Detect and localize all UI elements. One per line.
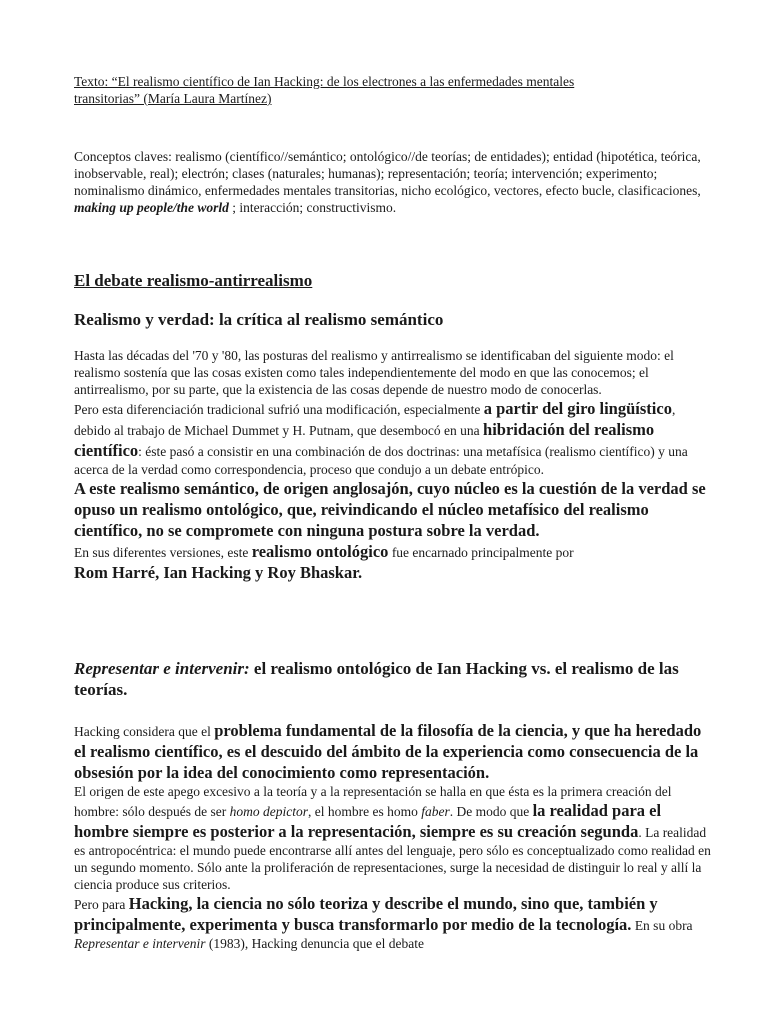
section-1-heading — [74, 270, 714, 291]
emphasis-run: a partir del giro lingüístico — [483, 399, 672, 418]
emphasis-run: la realidad para el hombre siempre es posterior a la representación, siempre es su creación segunda — [74, 801, 662, 841]
text-run: Pero esta diferenciación tradicional sufrió una modificación, especialmente — [74, 402, 484, 417]
text-reference — [74, 73, 714, 107]
italic-run: Representar e intervenir — [74, 936, 206, 951]
text-run: Hacking considera que el — [74, 724, 215, 739]
paragraph — [74, 720, 714, 783]
section-2-body — [74, 720, 714, 952]
reference-line-1: Texto: “El realismo científico de Ian Hacking: de los electrones a las enfermedades mentales — [74, 74, 575, 89]
section-title: El debate realismo-antirrealismo — [74, 271, 313, 290]
section-1-body — [74, 347, 714, 583]
emphasis-run: hibridación del realismo científico — [74, 420, 655, 460]
paragraph: A este realismo semántico, de origen anglosajón, cuyo núcleo es la cuestión de la verdad se opuso un realismo ontológico, que, reivindicando el núcleo metafísico del realismo científico, no se compromete con ninguna postura sobre la verdad. — [74, 479, 706, 540]
paragraph — [74, 783, 714, 893]
key-concepts — [74, 148, 714, 216]
text-run: . De modo que — [449, 804, 533, 819]
key-concepts-text: Conceptos claves: realismo (científico//semántico; ontológico//de teorías; de entidades); entidad (hipotética, teórica, inobservable, real); electrón; clases (naturales; humanas); representación; teoría; intervención; experimento; nominalismo dinámico, enfermedades mentales transitorias, nicho ecológico, vectores, efecto bucle, clasificaciones, — [74, 149, 701, 198]
key-concepts-italic: making up people/the world — [74, 200, 229, 215]
section-2-title — [74, 658, 714, 700]
text-run: . La realidad es antropocéntrica: el mundo puede encontrarse allí antes del lenguaje, pero sólo es conceptualizado como realidad en un segundo momento. Sólo ante la proliferación de representaciones, surge la necesidad de distinguir lo real y allí la ciencia produce sus criterios. — [74, 825, 711, 892]
reference-line-2: transitorias” (María Laura Martínez) — [74, 91, 272, 106]
section-subtitle: Realismo y verdad: la crítica al realismo semántico — [74, 310, 444, 329]
key-concepts-tail: ; interacción; constructivismo. — [228, 200, 397, 215]
text-run: , debido al trabajo de Michael Dummet y H. Putnam, que desembocó en una — [74, 402, 676, 438]
emphasis-run: problema fundamental de la filosofía de la ciencia, y que ha heredado el realismo científico, es el descuido del ámbito de la experiencia como consecuencia de la obsesión por la idea del conocimiento como representación. — [74, 721, 702, 782]
paragraph: Hasta las décadas del '70 y '80, las posturas del realismo y antirrealismo se identificaban del siguiente modo: el realismo sostenía que las cosas existen como tales independientemente del modo en que las conocemos; el antirrealismo, por su parte, que la existencia de las cosas depende de nuestro modo de conocerlas. — [74, 348, 674, 397]
text-run: En su obra — [631, 918, 693, 933]
paragraph — [74, 893, 714, 952]
text-run: fue encarnado principalmente por — [388, 545, 574, 560]
section-2-heading — [74, 658, 714, 700]
title-italic: Representar e intervenir: — [74, 659, 250, 678]
key-concepts-paragraph — [74, 148, 714, 216]
text-run: El origen de este apego excesivo a la teoría y a la representación se halla en que ésta es la primera creación del hombre: sólo después de ser — [74, 784, 672, 819]
text-run: , el hombre es homo — [307, 804, 422, 819]
paragraph — [74, 541, 714, 583]
paragraph — [74, 398, 714, 478]
text-run: En sus diferentes versiones, este — [74, 545, 252, 560]
emphasis-run: realismo ontológico — [251, 542, 389, 561]
section-1-subheading — [74, 309, 714, 330]
text-run: : éste pasó a consistir en una combinación de dos doctrinas: una metafísica (realismo científico) y una acerca de la verdad como correspondencia, proceso que condujo a un debate entrópico. — [74, 444, 688, 477]
italic-run: homo depictor — [229, 804, 308, 819]
text-run: Pero para — [74, 897, 129, 912]
emphasis-run: Rom Harré, Ian Hacking y Roy Bhaskar. — [74, 563, 363, 582]
text-run: (1983), Hacking denuncia que el debate — [205, 936, 425, 951]
title-rest: el realismo ontológico de Ian Hacking vs. el realismo de las teorías. — [74, 659, 679, 699]
italic-run: faber — [421, 804, 450, 819]
emphasis-run: Hacking, la ciencia no sólo teoriza y describe el mundo, sino que, también y principalmente, experimenta y busca transformarlo por medio de la tecnología. — [74, 894, 658, 934]
